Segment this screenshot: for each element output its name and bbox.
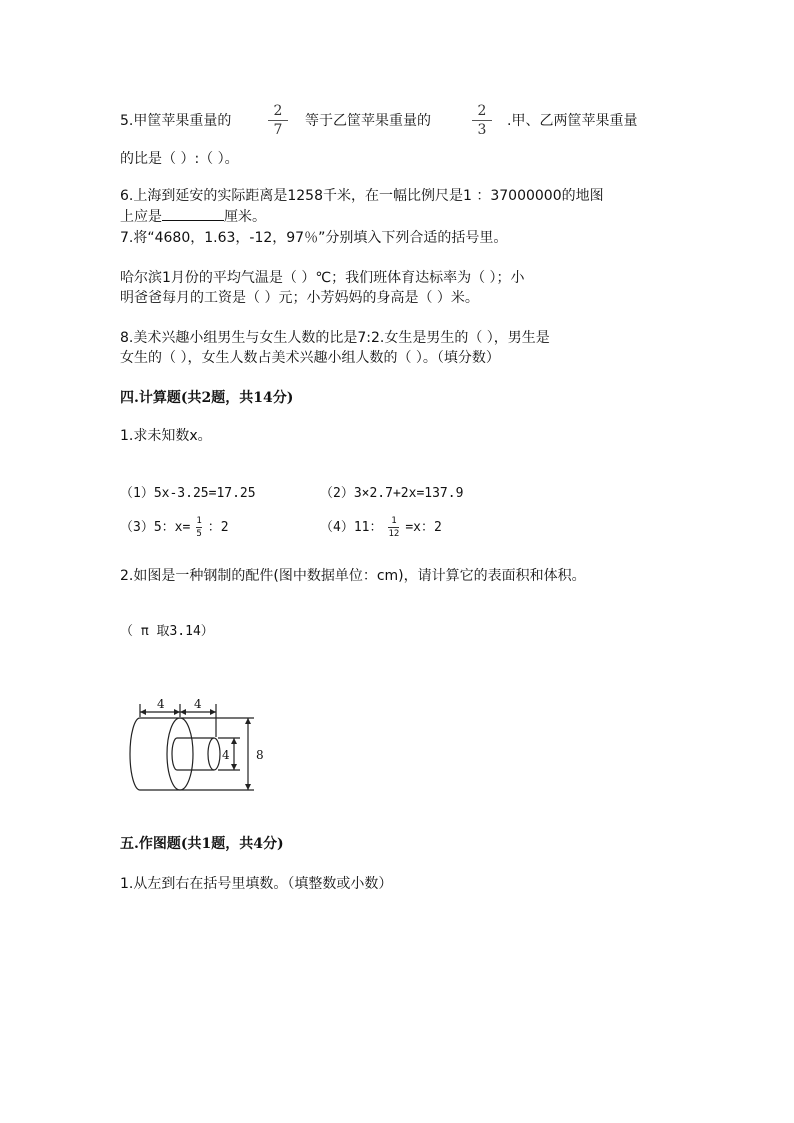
fraction-bar [268, 120, 288, 121]
s4-q1-title: 1.求未知数x。 [120, 428, 212, 444]
dim-label-outer: 8 [256, 748, 264, 762]
arrowhead [231, 738, 237, 744]
fraction-bar [196, 527, 201, 528]
q7-line1: 7.将“4680，1.63，-12，97％”分别填入下列合适的括号里。 [120, 230, 508, 246]
equation-4 [320, 516, 442, 539]
q8-line1: 8.美术兴趣小组男生与女生人数的比是7:2.女生是男生的（ ），男生是 [120, 330, 550, 346]
dim-label-right: 4 [194, 697, 202, 711]
fraction-bar [472, 120, 492, 121]
arrowhead [210, 709, 216, 715]
q5-line1-part1: 5.甲筐苹果重量的 [120, 113, 232, 129]
q7-line2: 哈尔滨1月份的平均气温是（ ）℃；我们班体育达标率为（ ）；小 [120, 270, 525, 286]
steel-part-figure [118, 690, 278, 800]
fraction-denominator: 5 [196, 529, 202, 539]
arrowhead [180, 709, 186, 715]
equation-3 [120, 516, 229, 539]
fraction-bar [388, 527, 399, 528]
equation-4-fraction [388, 516, 399, 539]
q6-line2-post: 厘米。 [224, 209, 266, 225]
answer-blank[interactable] [162, 206, 224, 221]
equation-3-pre: （3）5：x= [120, 520, 191, 535]
pi-note: （ π 取3.14） [120, 624, 214, 639]
q6-line2-pre: 上应是 [120, 209, 162, 225]
equation-3-post: ：2 [207, 520, 229, 535]
large-cylinder-left-arc [130, 718, 140, 790]
fraction-numerator: 2 [273, 103, 283, 119]
small-cylinder-right-face [208, 738, 220, 770]
fraction-denominator: 7 [273, 122, 283, 138]
fraction-denominator: 3 [477, 122, 487, 138]
section-heading-calculation: 四.计算题(共2题，共14分) [120, 390, 294, 406]
equation-4-pre: （4）11： [320, 520, 383, 535]
q8-line2: 女生的（ ），女生人数占美术兴趣小组人数的（ ）。（填分数） [120, 350, 500, 366]
q5-line1-part3: .甲、乙两筐苹果重量 [507, 113, 638, 129]
fraction-numerator: 2 [477, 103, 487, 119]
s4-q2-title: 2.如图是一种钢制的配件(图中数据单位：cm)，请计算它的表面积和体积。 [120, 568, 586, 584]
small-cylinder-left-arc [172, 738, 177, 770]
arrowhead [231, 764, 237, 770]
q5-fraction-2-3 [472, 104, 492, 137]
dim-label-left: 4 [157, 697, 165, 711]
equation-2: （2）3×2.7+2x=137.9 [320, 486, 464, 501]
dim-label-inner: 4 [222, 748, 230, 762]
large-cylinder-right-face [167, 718, 193, 790]
q6-line1: 6.上海到延安的实际距离是1258千米，在一幅比例尺是1 ：37000000的地图 [120, 188, 604, 204]
fraction-numerator: 1 [196, 516, 202, 526]
fraction-numerator: 1 [391, 516, 397, 526]
q6-line2 [120, 206, 266, 227]
equation-3-fraction [196, 516, 201, 539]
equation-1: （1）5x-3.25=17.25 [120, 486, 256, 501]
equation-4-post: =x：2 [405, 520, 442, 535]
section-heading-drawing: 五.作图题(共1题，共4分) [120, 836, 284, 852]
q7-line3: 明爸爸每月的工资是（ ）元；小芳妈妈的身高是（ ）米。 [120, 290, 479, 306]
q5-line2: 的比是（ ）:（ ）。 [120, 151, 239, 167]
arrowhead [245, 718, 251, 724]
arrowhead [174, 709, 180, 715]
q5-line1-part2: 等于乙筐苹果重量的 [305, 113, 431, 129]
q5-fraction-2-7 [268, 104, 288, 137]
arrowhead [245, 784, 251, 790]
fraction-denominator: 12 [388, 529, 400, 539]
arrowhead [140, 709, 146, 715]
s5-q1-title: 1.从左到右在括号里填数。（填整数或小数） [120, 876, 393, 892]
